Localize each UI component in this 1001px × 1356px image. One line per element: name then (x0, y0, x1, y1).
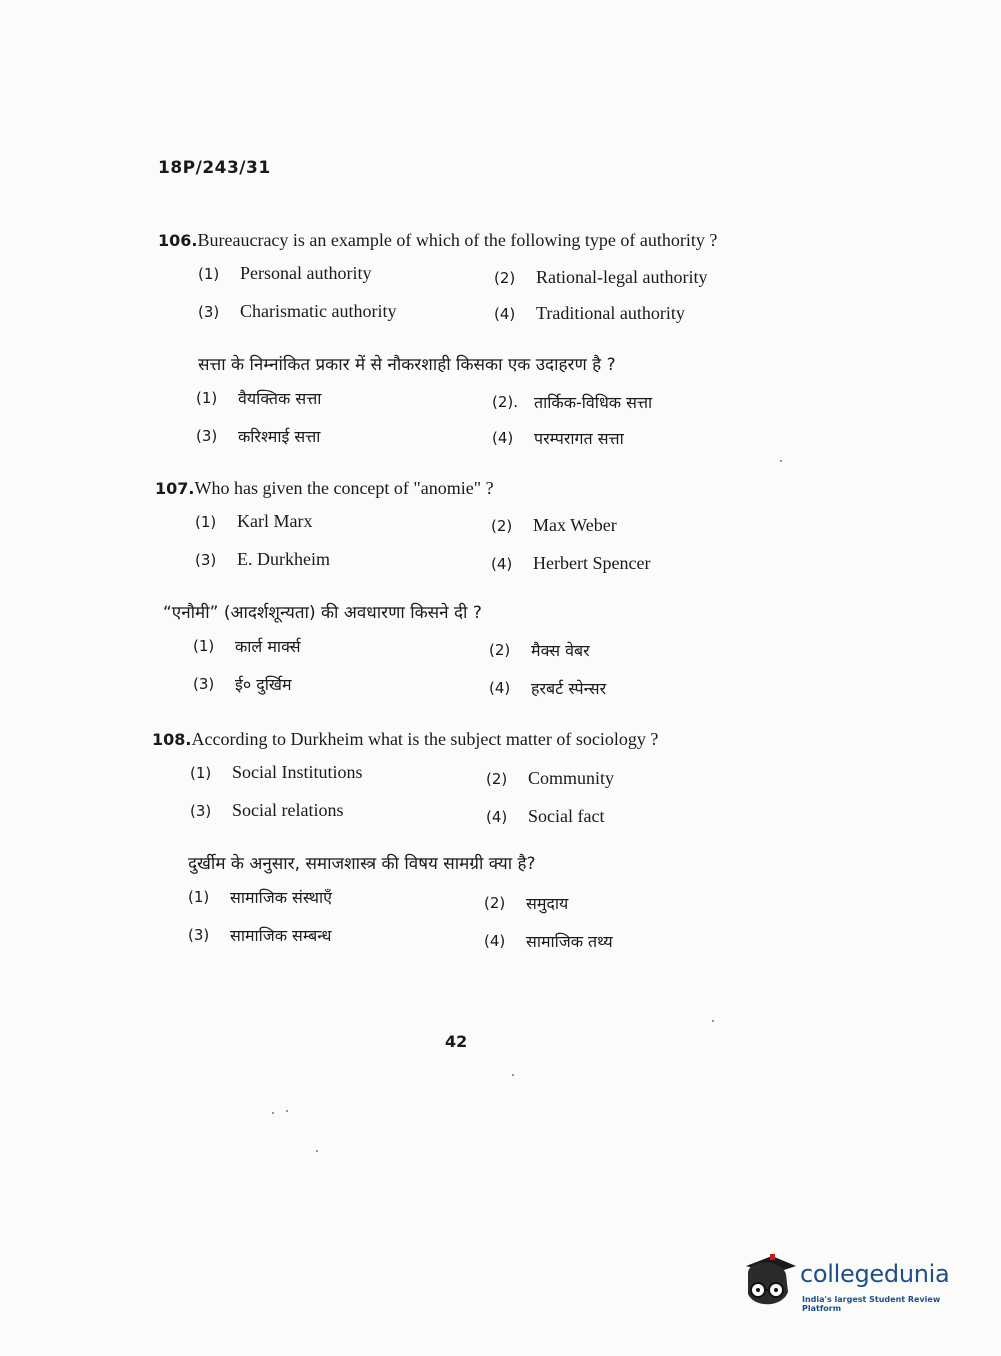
option: (2) Max Weber (491, 515, 617, 535)
question-hindi: सत्ता के निम्नांकित प्रकार में से नौकरशाही किसका एक उदाहरण है ? (198, 355, 616, 375)
option: (4) Traditional authority (494, 303, 685, 323)
option: (1) कार्ल मार्क्स (193, 637, 301, 656)
options-hindi (152, 886, 812, 960)
paper-code: 18P/243/31 (158, 158, 271, 178)
question-stem: According to Durkheim what is the subject matter of sociology ? (191, 729, 659, 749)
options-english (152, 762, 812, 836)
option: (1) Social Institutions (190, 762, 363, 782)
scan-speck (512, 1074, 514, 1076)
question-106 (158, 228, 818, 461)
question-stem: Who has given the concept of "anomie" ? (194, 478, 494, 498)
question-number: 107. (155, 479, 195, 498)
brand-tagline: India's largest Student Review Platform (802, 1295, 941, 1313)
option: (3) सामाजिक सम्बन्ध (188, 926, 332, 945)
question-108 (152, 727, 812, 960)
option: (3) ई० दुर्खिम (193, 675, 292, 694)
option: (2) समुदाय (484, 894, 569, 913)
option: (4) सामाजिक तथ्य (484, 932, 613, 951)
scan-speck (272, 1112, 274, 1114)
option: (2) Rational-legal authority (494, 267, 708, 287)
scan-speck (712, 1020, 714, 1022)
option: (4) हरबर्ट स्पेन्सर (489, 679, 607, 698)
question-number: 106. (158, 231, 198, 250)
question-text (152, 727, 812, 752)
option: (2) मैक्स वेबर (489, 641, 590, 660)
question-text (155, 476, 815, 501)
option: (4) परम्परागत सत्ता (492, 429, 624, 448)
option: (4) Social fact (486, 806, 605, 826)
mascot-logo-icon (742, 1252, 798, 1312)
option: (1) सामाजिक संस्थाएँ (188, 888, 332, 907)
question-text (158, 228, 818, 253)
option: (3) Charismatic authority (198, 301, 397, 321)
options-hindi (155, 635, 815, 709)
option: (3) करिश्माई सत्ता (196, 427, 321, 446)
scan-speck (316, 1150, 318, 1152)
question-number: 108. (152, 730, 192, 749)
option: (1) वैयक्तिक सत्ता (196, 389, 322, 408)
option: (1) Karl Marx (195, 511, 313, 531)
options-english (155, 511, 815, 585)
question-hindi: दुर्खीम के अनुसार, समाजशास्त्र की विषय सामग्री क्या है? (188, 854, 536, 874)
option: (3) Social relations (190, 800, 344, 820)
option: (2) Community (486, 768, 615, 788)
scan-speck (780, 460, 782, 462)
brand-name: collegedunia (800, 1260, 950, 1288)
options-hindi (158, 387, 818, 461)
question-107 (155, 476, 815, 709)
option: (4) Herbert Spencer (491, 553, 651, 573)
option: (3) E. Durkheim (195, 549, 330, 569)
collegedunia-watermark (742, 1252, 972, 1312)
options-english (158, 263, 818, 337)
page-number: 42 (445, 1032, 468, 1051)
option: (2). तार्किक-विधिक सत्ता (492, 393, 653, 412)
question-hindi: “एनौमी” (आदर्शशून्यता) की अवधारणा किसने दी ? (163, 603, 482, 623)
question-stem: Bureaucracy is an example of which of the following type of authority ? (197, 230, 718, 250)
option: (1) Personal authority (198, 263, 372, 283)
scan-speck (286, 1110, 288, 1112)
